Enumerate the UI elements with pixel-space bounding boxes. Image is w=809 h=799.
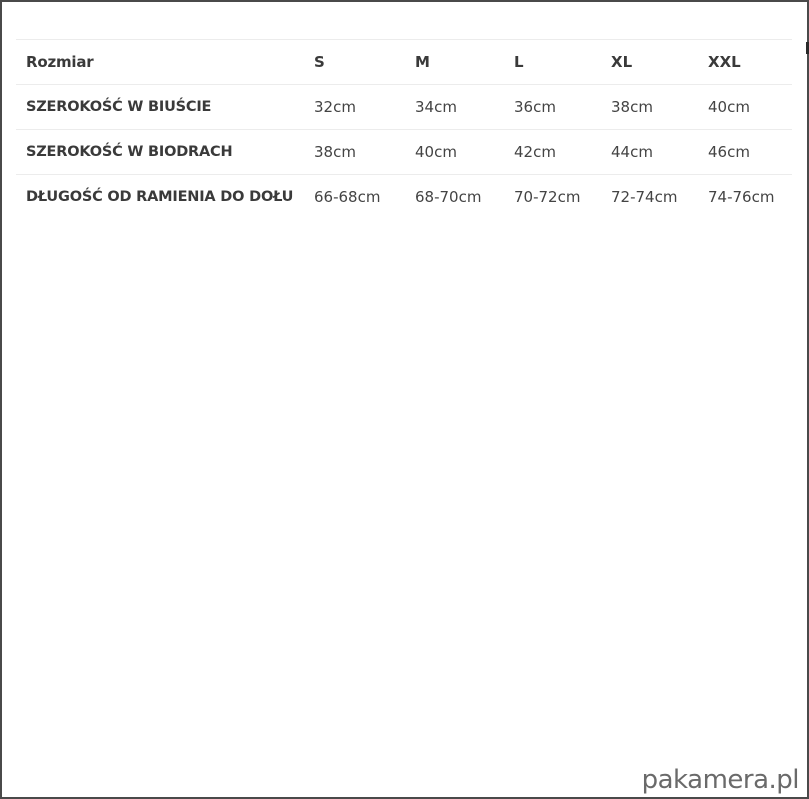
table-cell: 38cm (314, 143, 356, 161)
table-cell: 40cm (415, 143, 457, 161)
table-cell: 68-70cm (415, 188, 482, 207)
table-cell: 72-74cm (611, 188, 678, 207)
header-label: Rozmiar (26, 53, 94, 71)
row-label-hips: SZEROKOŚĆ W BIODRACH (26, 144, 233, 160)
size-header-l: L (514, 53, 524, 71)
size-chart-table (16, 39, 792, 220)
table-row (16, 175, 792, 220)
table-cell: 70-72cm (514, 188, 581, 207)
table-cell: 34cm (415, 98, 457, 116)
size-header-m: M (415, 53, 430, 71)
table-cell: 38cm (611, 98, 653, 116)
table-cell: 36cm (514, 98, 556, 116)
watermark: pakamera.pl (641, 765, 799, 795)
table-cell: 42cm (514, 143, 556, 161)
row-label-bust: SZEROKOŚĆ W BIUŚCIE (26, 99, 212, 115)
table-cell: 40cm (708, 98, 750, 116)
table-cell: 32cm (314, 98, 356, 116)
table-row (16, 85, 792, 130)
table-header-row (16, 40, 792, 85)
table-cell: 44cm (611, 143, 653, 161)
table-cell: 46cm (708, 143, 750, 161)
row-label-length: DŁUGOŚĆ OD RAMIENIA DO DOŁU (26, 189, 294, 206)
size-header-s: S (314, 53, 325, 71)
table-cell: 66-68cm (314, 188, 381, 207)
table-row (16, 130, 792, 175)
size-header-xxl: XXL (708, 53, 741, 71)
table-cell: 74-76cm (708, 188, 775, 207)
size-header-xl: XL (611, 53, 633, 71)
